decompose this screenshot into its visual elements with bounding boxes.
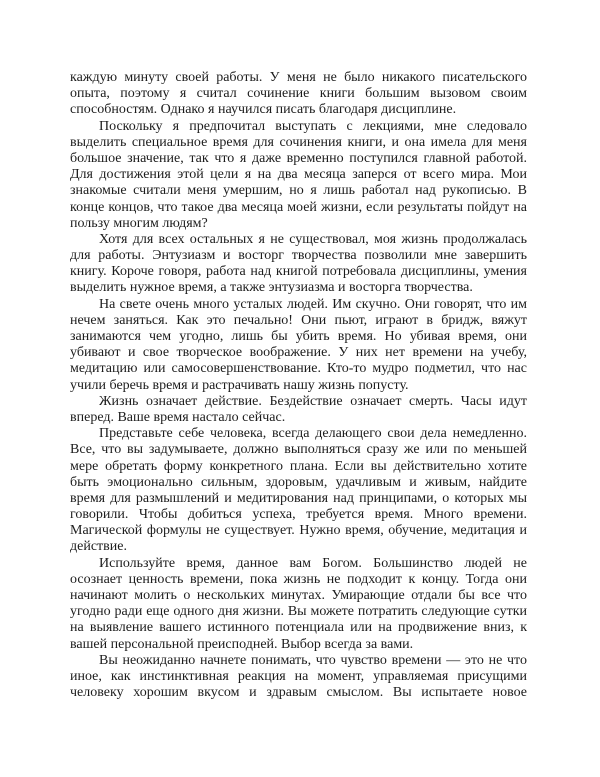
text-line: быть эмоционально сильным, здоровым, удачливым и живым, найдите bbox=[70, 474, 527, 490]
paragraph-continues bbox=[70, 653, 527, 702]
text-line: пользу многим людям? bbox=[70, 215, 208, 231]
text-line: вперед. Ваше время настало сейчас. bbox=[70, 409, 286, 425]
text-line: Хотя для всех остальных я не существовал, моя жизнь продолжалась bbox=[99, 231, 527, 247]
text-line: книгу. Короче говоря, работа над книгой потребовала дисциплины, умения bbox=[70, 264, 527, 280]
text-line: способностям. Однако я научился писать благодаря дисциплине. bbox=[70, 102, 457, 118]
paragraph bbox=[70, 119, 527, 232]
text-line: медитацию или самосовершенствование. Кто-то мудро подметил, что нас bbox=[70, 361, 527, 377]
text-line: Магической формулы не существует. Нужно время, обучение, медитация и bbox=[70, 523, 527, 539]
text-line: осознает ценность времени, пока жизнь не подходит к концу. Тогда они bbox=[70, 571, 527, 587]
paragraph bbox=[70, 297, 527, 394]
text-line: Представьте себе человека, всегда делающего свои дела немедленно. bbox=[99, 426, 527, 442]
paragraph-continued bbox=[70, 70, 527, 119]
text-line: иное, как инстинктивная реакция на момент, управляемая присущими bbox=[70, 668, 527, 684]
paragraph bbox=[70, 426, 527, 556]
text-line: Используйте время, данное вам Богом. Большинство людей не bbox=[99, 555, 527, 571]
text-line: Поскольку я предпочитал выступать с лекциями, мне следовало bbox=[99, 118, 527, 134]
text-line: На свете очень много усталых людей. Им скучно. Они говорят, что им bbox=[99, 296, 527, 312]
paragraph bbox=[70, 232, 527, 297]
text-line: выделить специальное время для сочинения книги, и она имела для меня bbox=[70, 134, 527, 150]
text-line: Жизнь означает действие. Бездействие означает смерть. Часы идут bbox=[99, 393, 527, 409]
text-line: начинают молить о нескольких минутах. Умирающие отдали бы все что bbox=[70, 588, 527, 603]
text-line: Вы неожиданно начнете понимать, что чувство времени — это не что bbox=[99, 652, 527, 668]
text-line: человеку хорошим вкусом и здравым смыслом. Вы испытаете новое bbox=[70, 685, 527, 701]
text-line: Все, что вы задумываете, должно выполняться сразу же или по меньшей bbox=[70, 442, 527, 458]
text-line: вашей персональной преисподней. Выбор всегда за вами. bbox=[70, 636, 414, 652]
text-line: выделить нужное время, а также энтузиазма и восторга творчества. bbox=[70, 280, 473, 296]
paragraph bbox=[70, 394, 527, 426]
text-line: угодно ради еще одного дня жизни. Вы можете потратить следующие сутки bbox=[70, 604, 527, 620]
paragraph bbox=[70, 556, 527, 653]
document-page bbox=[70, 70, 527, 701]
text-line: для работы. Энтузиазм и восторг творчества позволили мне завершить bbox=[70, 248, 527, 264]
text-line: мере обретать форму конкретного плана. Если вы действительно хотите bbox=[70, 458, 527, 474]
text-line: опыта, поэтому я считал сочинение книги большим вызовом своим bbox=[70, 86, 527, 102]
text-line: на выявление вашего истинного потенциала или на продвижение вниз, к bbox=[70, 620, 527, 636]
text-line: учили беречь время и растрачивать нашу жизнь попусту. bbox=[70, 377, 409, 393]
text-line: большое значение, так что я даже временно поступился главной работой. bbox=[70, 150, 527, 166]
text-line: нечем заняться. Как это печально! Они пьют, играют в бридж, вяжут bbox=[70, 312, 527, 328]
text-line: Для достижения этой цели я на два месяца заперся от всего мира. Мои bbox=[70, 167, 527, 183]
text-line: убивают и свое творческое воображение. У них нет времени на учебу, bbox=[70, 345, 527, 361]
text-line: занимаются чем угодно, лишь бы убить время. Но убивая время, они bbox=[70, 329, 527, 344]
text-line: время для размышлений и медитирования над принципами, о которых мы bbox=[70, 490, 527, 506]
text-line: знакомые считали меня умершим, но я лишь работал над рукописью. В bbox=[70, 183, 527, 199]
text-line: действие. bbox=[70, 539, 127, 555]
text-line: конце концов, что такое два месяца моей жизни, если результаты пойдут на bbox=[70, 199, 527, 215]
text-line: каждую минуту своей работы. У меня не было никакого писательского bbox=[70, 70, 527, 85]
text-line: говорили. Чтобы добиться успеха, требуется время. Много времени. bbox=[70, 507, 527, 523]
